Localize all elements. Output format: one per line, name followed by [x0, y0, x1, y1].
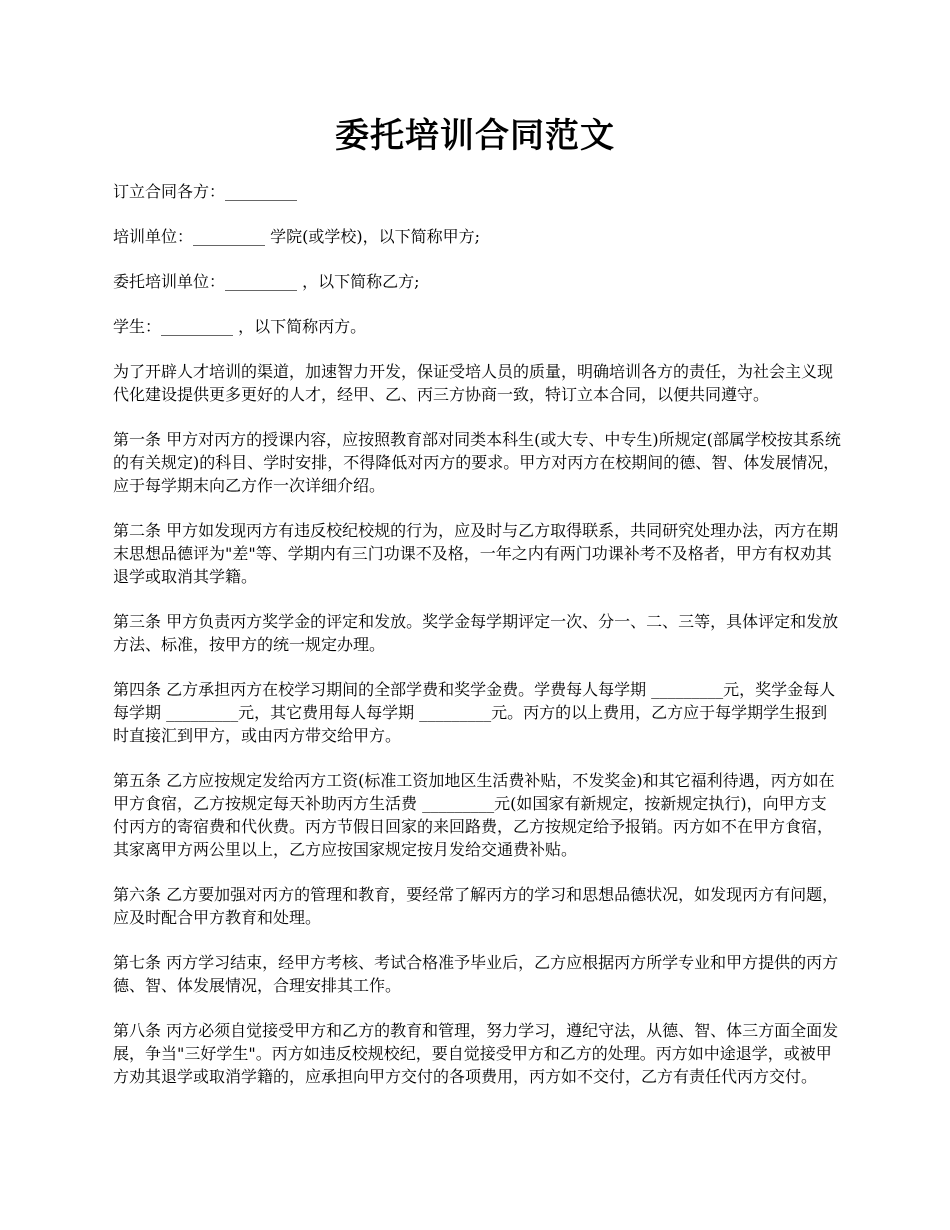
- document-title: 委托培训合同范文: [335, 116, 615, 156]
- article-1-paragraph: 第一条 甲方对丙方的授课内容，应按照教育部对同类本科生(或大专、中专生)所规定(部属学校按其系统的有关规定)的科目、学时安排，不得降低对丙方的要求。甲方对丙方在校期间的德、智、体发展情况，应于每学期末向乙方作一次详细介绍。: [113, 430, 841, 495]
- training-unit-line: 培训单位：_________ 学院(或学校)，以下简称甲方;: [113, 227, 480, 246]
- entrusting-unit-line: 委托培训单位：_________ ，以下简称乙方;: [113, 272, 420, 291]
- article-7-paragraph: 第七条 丙方学习结束，经甲方考核、考试合格准予毕业后，乙方应根据丙方所学专业和甲方提供的丙方德、智、体发展情况，合理安排其工作。: [113, 953, 839, 995]
- student-line: 学生：_________ ，以下简称丙方。: [113, 317, 367, 336]
- article-5-paragraph: 第五条 乙方应按规定发给丙方工资(标准工资加地区生活费补贴，不发奖金)和其它福利待遇，丙方如在甲方食宿，乙方按规定每天补助丙方生活费 _________元(如国家有新规定，按新规定执行)，向甲方支付丙方的寄宿费和代伙费。丙方节假日回家的来回路费，乙方按规定给予报销。丙方如不在甲方食宿，其家离甲方两公里以上，乙方应按国家规定按月发给交通费补贴。: [113, 771, 835, 859]
- article-3-paragraph: 第三条 甲方负责丙方奖学金的评定和发放。奖学金每学期评定一次、分一、二、三等，具体评定和发放方法、标准，按甲方的统一规定办理。: [113, 612, 839, 654]
- preamble-paragraph: 为了开辟人才培训的渠道，加速智力开发，保证受培人员的质量，明确培训各方的责任，为社会主义现代化建设提供更多更好的人才，经甲、乙、丙三方协商一致，特订立本合同，以便共同遵守。: [113, 362, 834, 404]
- article-4-paragraph: 第四条 乙方承担丙方在校学习期间的全部学费和奖学金费。学费每人每学期 _________元，奖学金每人每学期 _________元，其它费用每人每学期 _________元。丙方的以上费用，乙方应于每学期学生报到时直接汇到甲方，或由丙方带交给甲方。: [113, 680, 836, 745]
- article-6-paragraph: 第六条 乙方要加强对丙方的管理和教育，要经常了解丙方的学习和思想品德状况，如发现丙方有问题，应及时配合甲方教育和处理。: [113, 885, 839, 927]
- party-list-line: 订立合同各方：_________: [113, 182, 298, 201]
- document-body: [113, 180, 841, 1110]
- article-2-paragraph: 第二条 甲方如发现丙方有违反校纪校规的行为，应及时与乙方取得联系，共同研究处理办法，丙方在期末思想品德评为"差"等、学期内有三门功课不及格，一年之内有两门功课补考不及格者，甲方有权劝其退学或取消其学籍。: [113, 521, 839, 586]
- article-8-paragraph: 第八条 丙方必须自觉接受甲方和乙方的教育和管理，努力学习，遵纪守法，从德、智、体三方面全面发展，争当"三好学生"。丙方如违反校规校纪，要自觉接受甲方和乙方的处理。丙方如中途退学，或被甲方劝其退学或取消学籍的，应承担向甲方交付的各项费用，丙方如不交付，乙方有责任代丙方交付。: [113, 1021, 839, 1086]
